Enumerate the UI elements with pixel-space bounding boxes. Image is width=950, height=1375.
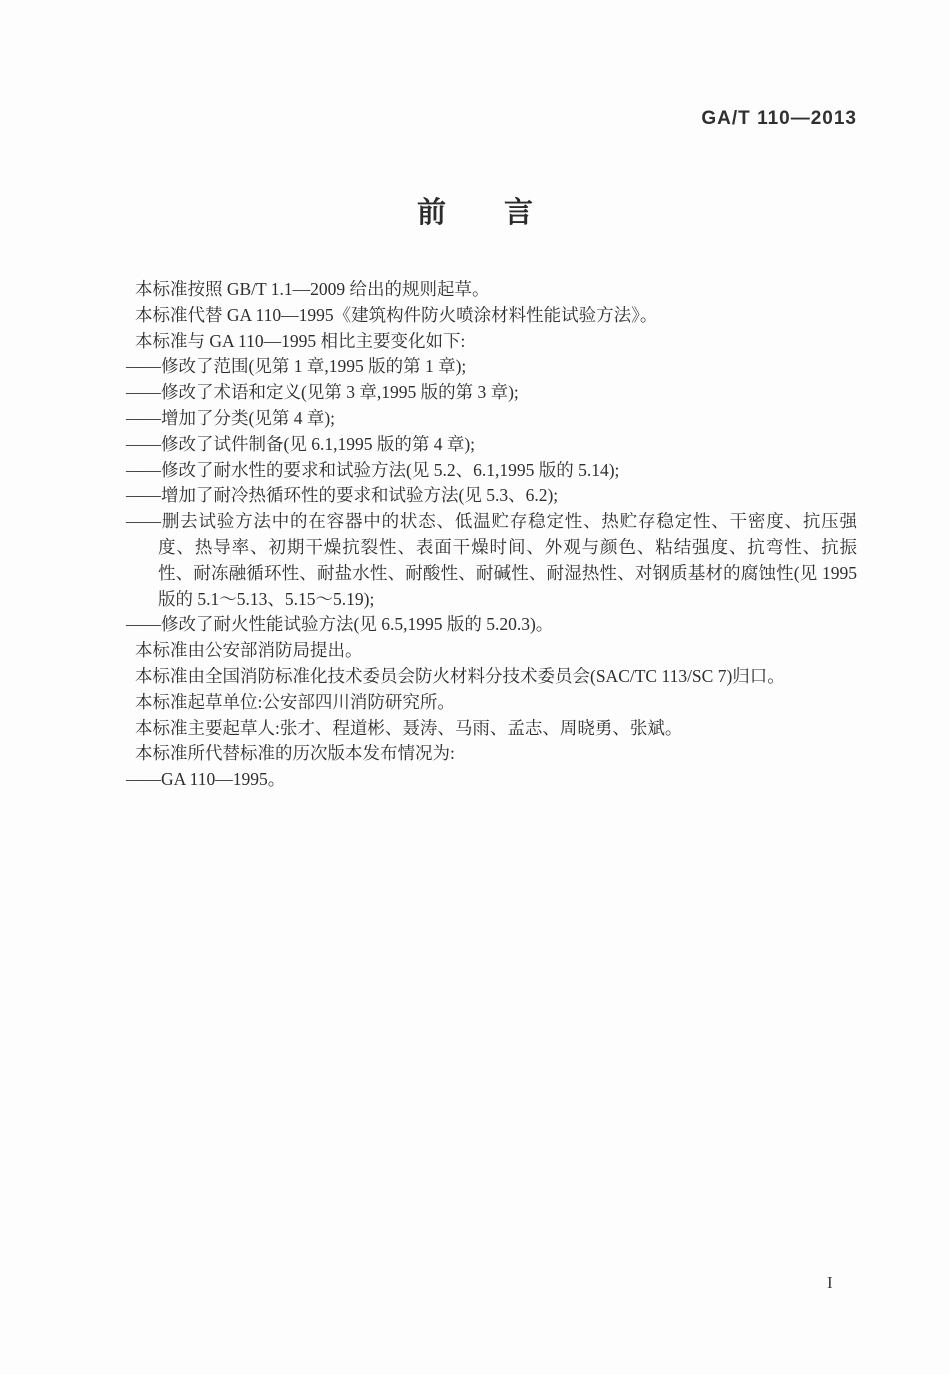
paragraph: 本标准与 GA 110—1995 相比主要变化如下: <box>135 330 466 351</box>
page-number: I <box>827 1273 833 1292</box>
standard-code: GA/T 110—2013 <box>701 108 857 129</box>
paragraph: 本标准由全国消防标准化技术委员会防火材料分技术委员会(SAC/TC 113/SC 7)归口。 <box>135 665 785 686</box>
paragraph: 本标准由公安部消防局提出。 <box>135 640 363 661</box>
change-list-item: ——修改了试件制备(见 6.1,1995 版的第 4 章); <box>126 433 476 454</box>
change-list-item: ——增加了耐冷热循环性的要求和试验方法(见 5.3、6.2); <box>126 485 559 506</box>
paragraph: 本标准代替 GA 110—1995《建筑构件防火喷涂材料性能试验方法》。 <box>135 304 658 325</box>
paragraph: 本标准按照 GB/T 1.1—2009 给出的规则起草。 <box>135 279 490 299</box>
foreword-body <box>126 277 857 793</box>
change-list-item: ——修改了术语和定义(见第 3 章,1995 版的第 3 章); <box>126 382 519 403</box>
change-list-item: ——GA 110—1995。 <box>126 769 286 790</box>
change-list-item: ——增加了分类(见第 4 章); <box>126 407 336 428</box>
change-list-item: ——修改了耐水性的要求和试验方法(见 5.2、6.1,1995 版的 5.14); <box>126 459 620 480</box>
paragraph: 本标准主要起草人:张才、程道彬、聂涛、马雨、孟志、周晓勇、张斌。 <box>135 717 683 738</box>
paragraph: 本标准起草单位:公安部四川消防研究所。 <box>135 691 455 712</box>
change-list-item: ——删去试验方法中的在容器中的状态、低温贮存稳定性、热贮存稳定性、干密度、抗压强度、热导率、初期干燥抗裂性、表面干燥时间、外观与颜色、粘结强度、抗弯性、抗振性、耐冻融循环性、耐盐水性、耐酸性、耐碱性、耐湿热性、对钢质基材的腐蚀性(见 1995 版的 5.1～5.13、5.15～5.19); <box>126 511 857 609</box>
page-title: 前 言 <box>416 197 533 229</box>
change-list-item: ——修改了范围(见第 1 章,1995 版的第 1 章); <box>126 356 467 377</box>
paragraph: 本标准所代替标准的历次版本发布情况为: <box>135 743 455 764</box>
change-list-item: ——修改了耐火性能试验方法(见 6.5,1995 版的 5.20.3)。 <box>126 614 554 635</box>
